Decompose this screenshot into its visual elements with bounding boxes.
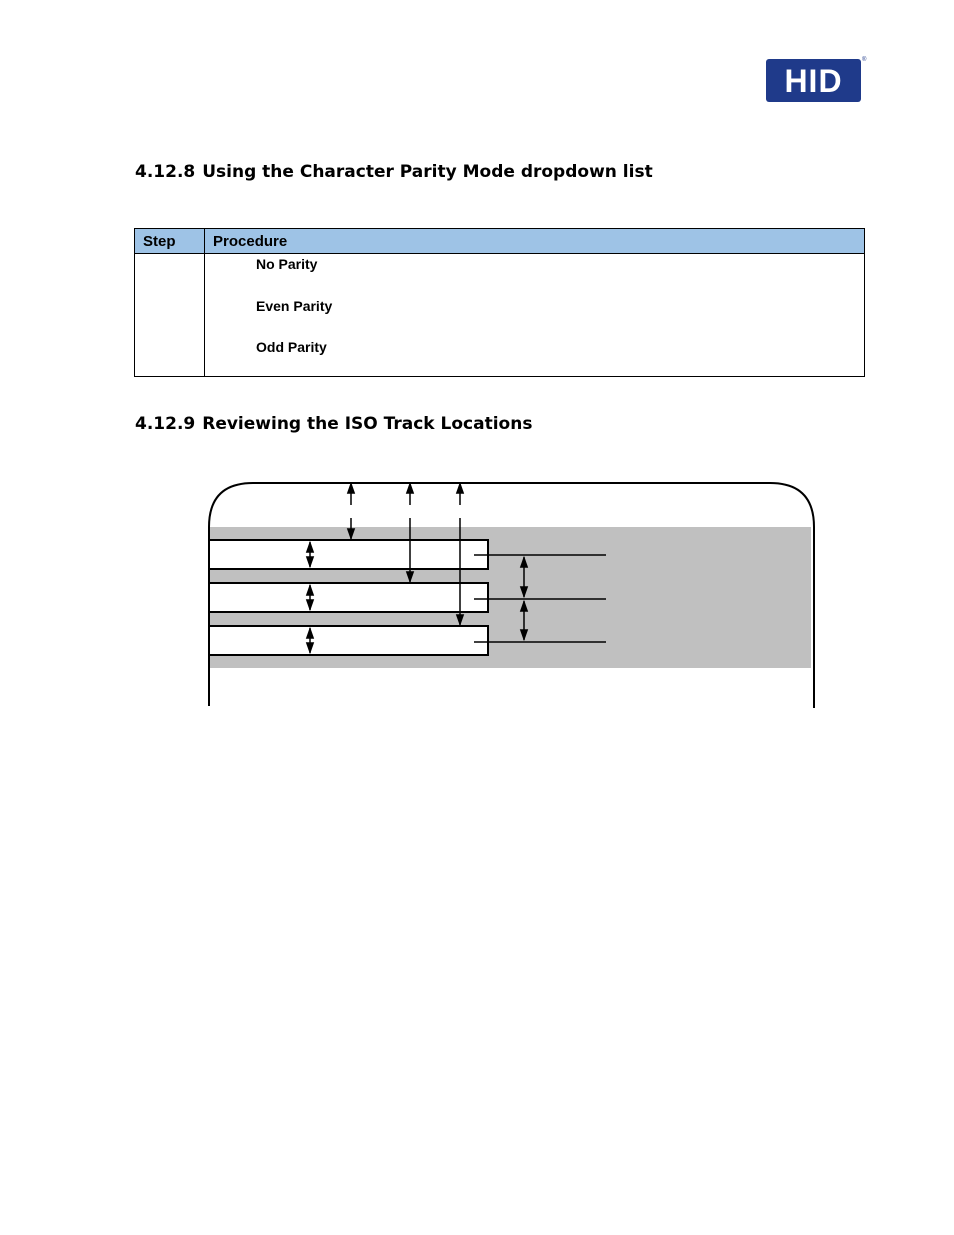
option-odd-parity: Odd Parity: [256, 339, 327, 355]
section-title: Reviewing the ISO Track Locations: [202, 414, 533, 434]
track-3-box: [209, 626, 488, 655]
option-even-parity: Even Parity: [256, 298, 333, 314]
section-number: 4.12.9: [135, 414, 196, 434]
track-2-box: [209, 583, 488, 612]
section-title: Using the Character Parity Mode dropdown list: [202, 162, 653, 182]
logo-text: HID: [784, 62, 843, 99]
column-header-step: Step: [135, 229, 205, 254]
track-1-box: [209, 540, 488, 569]
section-number: 4.12.8: [135, 162, 196, 182]
column-header-procedure: Procedure: [205, 229, 865, 254]
option-no-parity: No Parity: [256, 256, 318, 272]
registered-mark: ®: [862, 57, 867, 63]
